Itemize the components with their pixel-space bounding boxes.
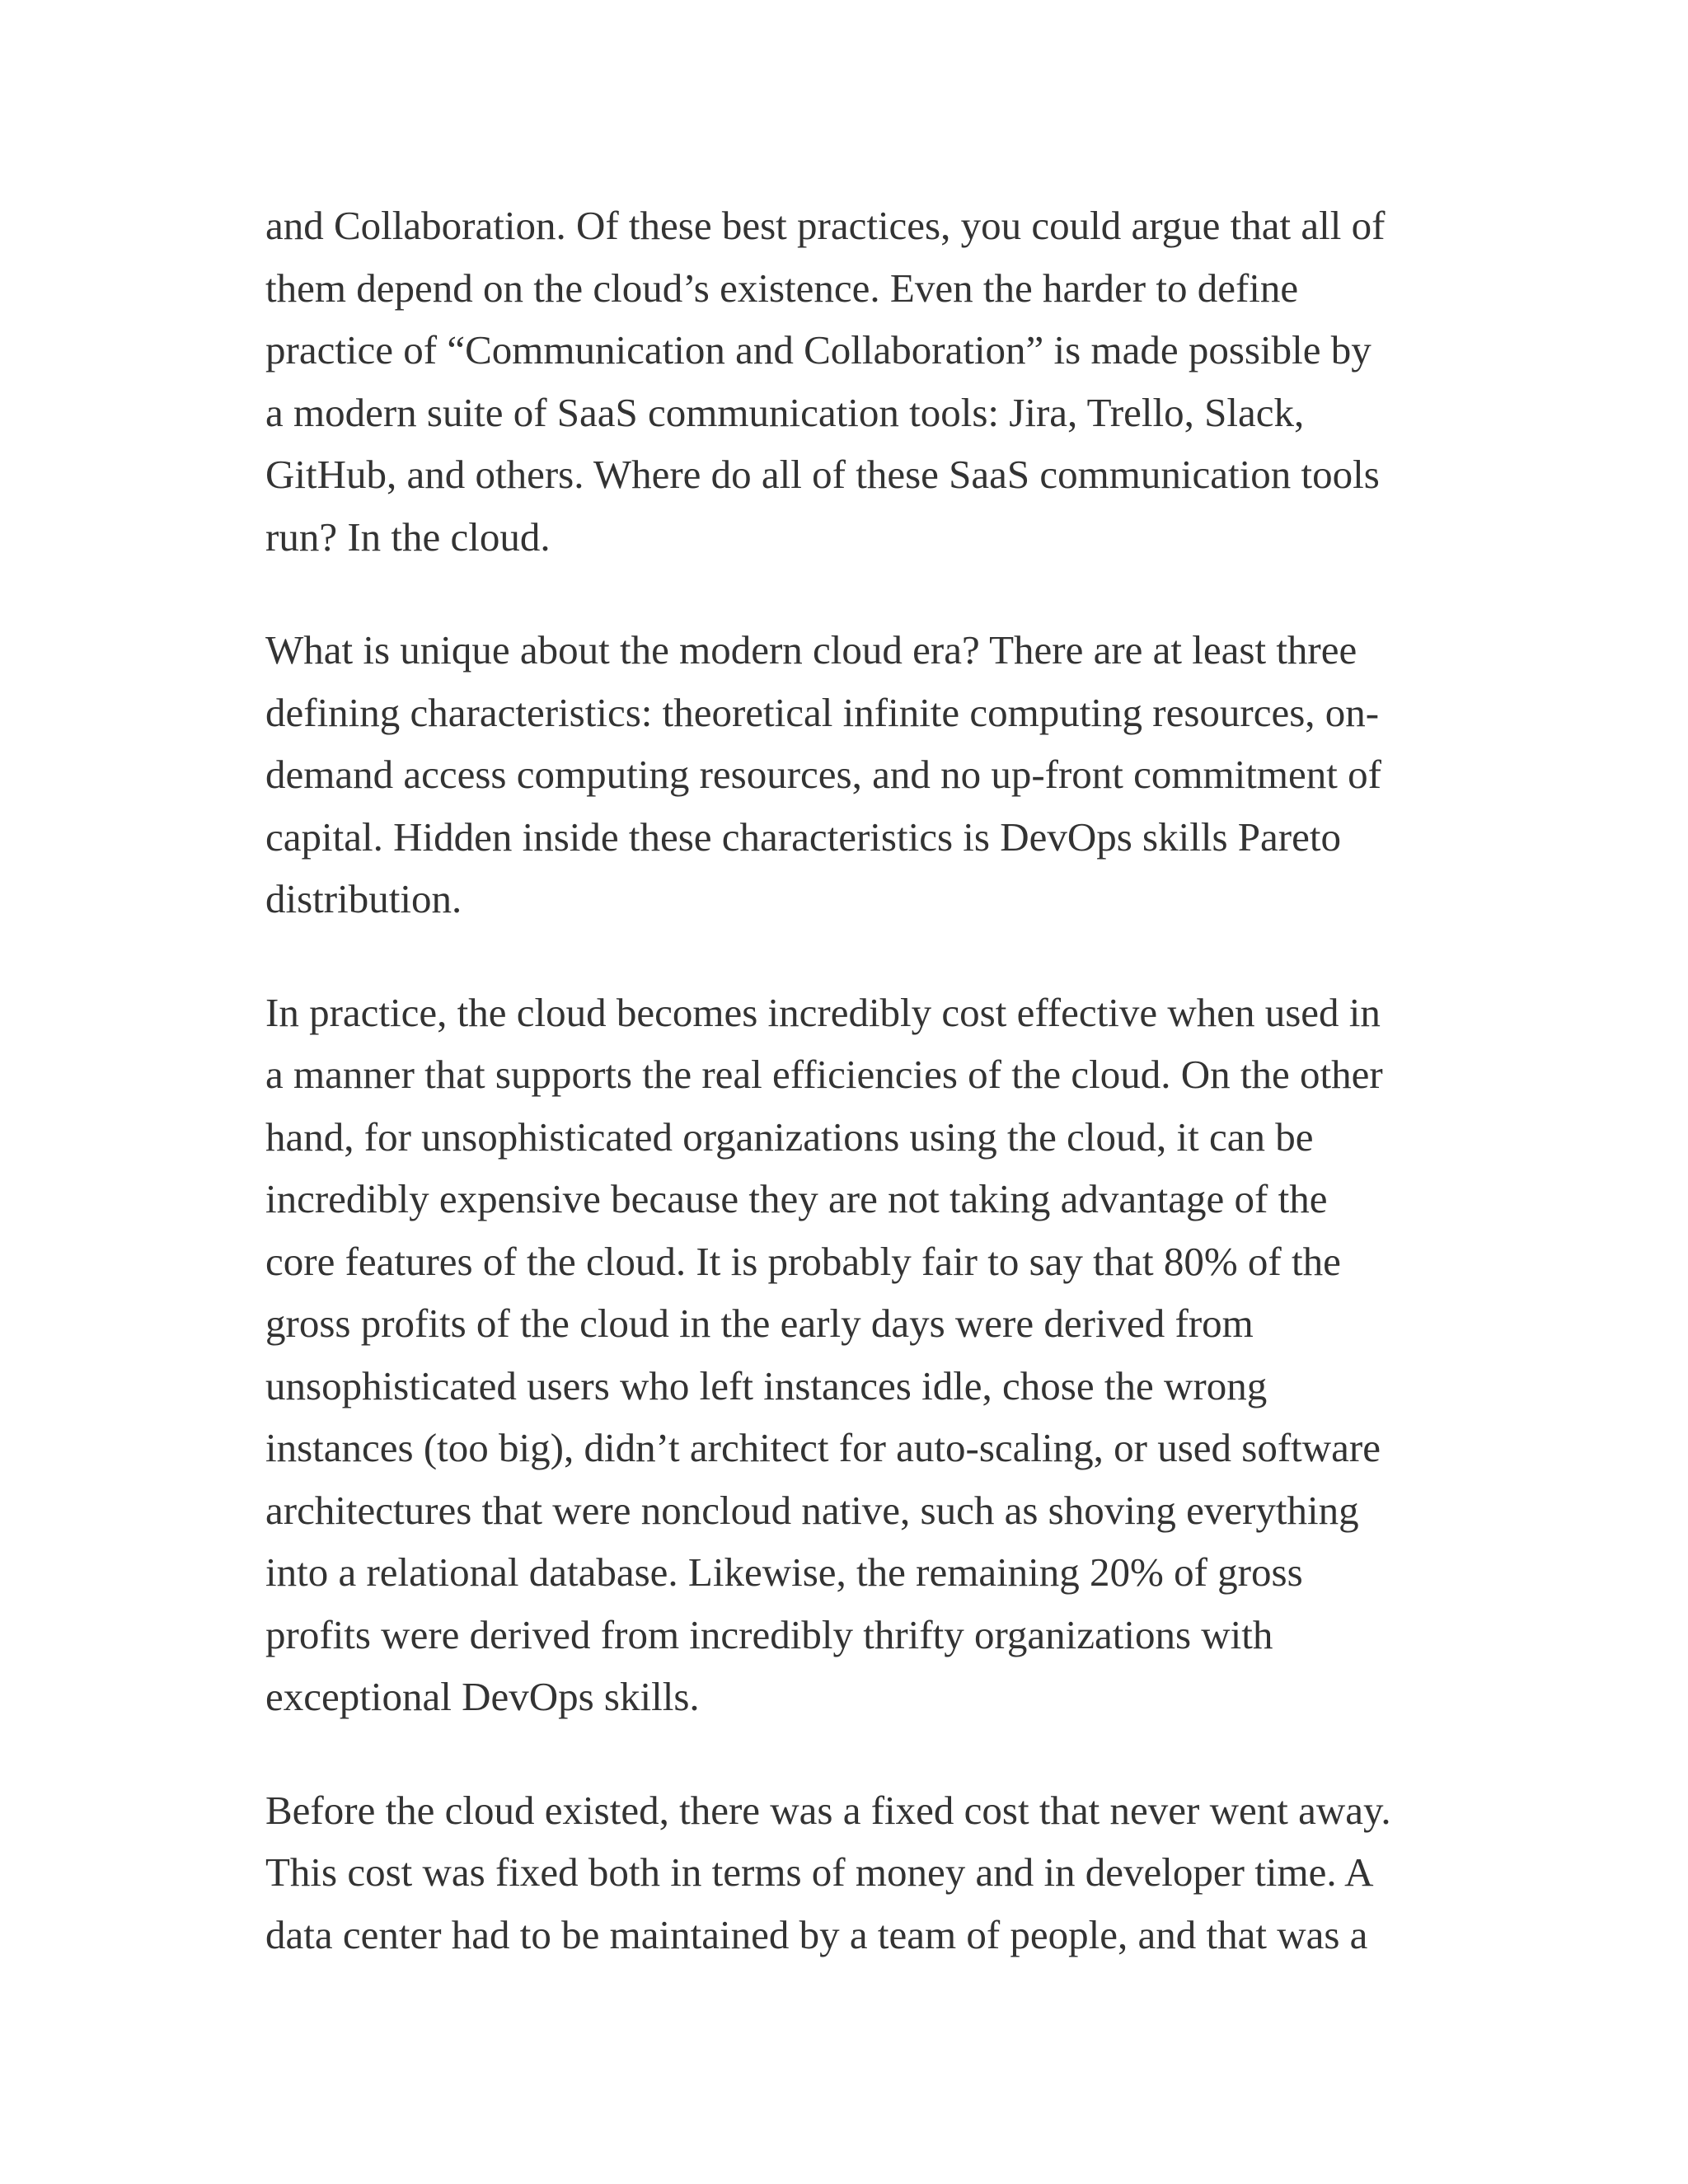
text-line: GitHub, and others. Where do all of these SaaS communication tools <box>265 452 1380 497</box>
text-line: architectures that were noncloud native, such as shoving everything <box>265 1487 1359 1533</box>
text-line: a manner that supports the real efficiencies of the cloud. On the other <box>265 1052 1383 1097</box>
text-line: exceptional DevOps skills. <box>265 1674 700 1719</box>
paragraph-1 <box>265 194 1428 568</box>
text-line: What is unique about the modern cloud era? There are at least three <box>265 627 1357 673</box>
text-line: hand, for unsophisticated organizations using the cloud, it can be <box>265 1113 1314 1160</box>
text-line: profits were derived from incredibly thrifty organizations with <box>265 1611 1273 1657</box>
text-line: Before the cloud existed, there was a fixed cost that never went away. <box>265 1787 1391 1833</box>
text-line: instances (too big), didn’t architect for auto-scaling, or used software <box>265 1425 1381 1470</box>
paragraph-2 <box>265 619 1428 930</box>
text-line: them depend on the cloud’s existence. Even the harder to define <box>265 265 1299 311</box>
paragraph-4 <box>265 1779 1428 1966</box>
text-line: data center had to be maintained by a team of people, and that was a <box>265 1911 1368 1957</box>
text-line: and Collaboration. Of these best practices, you could argue that all of <box>265 203 1386 248</box>
text-line: distribution. <box>265 876 462 921</box>
text-line: defining characteristics: theoretical infinite computing resources, on- <box>265 689 1380 735</box>
paragraph-3 <box>265 982 1428 1728</box>
text-line: practice of “Communication and Collaboration” is made possible by <box>265 327 1372 373</box>
text-line: gross profits of the cloud in the early days were derived from <box>265 1301 1254 1346</box>
text-line: a modern suite of SaaS communication tools: Jira, Trello, Slack, <box>265 389 1305 435</box>
text-line: into a relational database. Likewise, the remaining 20% of gross <box>265 1549 1303 1595</box>
text-line: incredibly expensive because they are not taking advantage of the <box>265 1176 1328 1221</box>
text-line: In practice, the cloud becomes incredibly cost effective when used in <box>265 989 1381 1035</box>
text-line: unsophisticated users who left instances idle, chose the wrong <box>265 1362 1268 1408</box>
text-line: demand access computing resources, and no up-front commitment of <box>265 752 1381 797</box>
text-line: core features of the cloud. It is probably fair to say that 80% of the <box>265 1238 1341 1284</box>
document-body <box>265 194 1428 2017</box>
text-line: capital. Hidden inside these characteristics is DevOps skills Pareto <box>265 813 1341 860</box>
text-line: This cost was fixed both in terms of money and in developer time. A <box>265 1849 1374 1895</box>
text-line: run? In the cloud. <box>265 513 551 560</box>
